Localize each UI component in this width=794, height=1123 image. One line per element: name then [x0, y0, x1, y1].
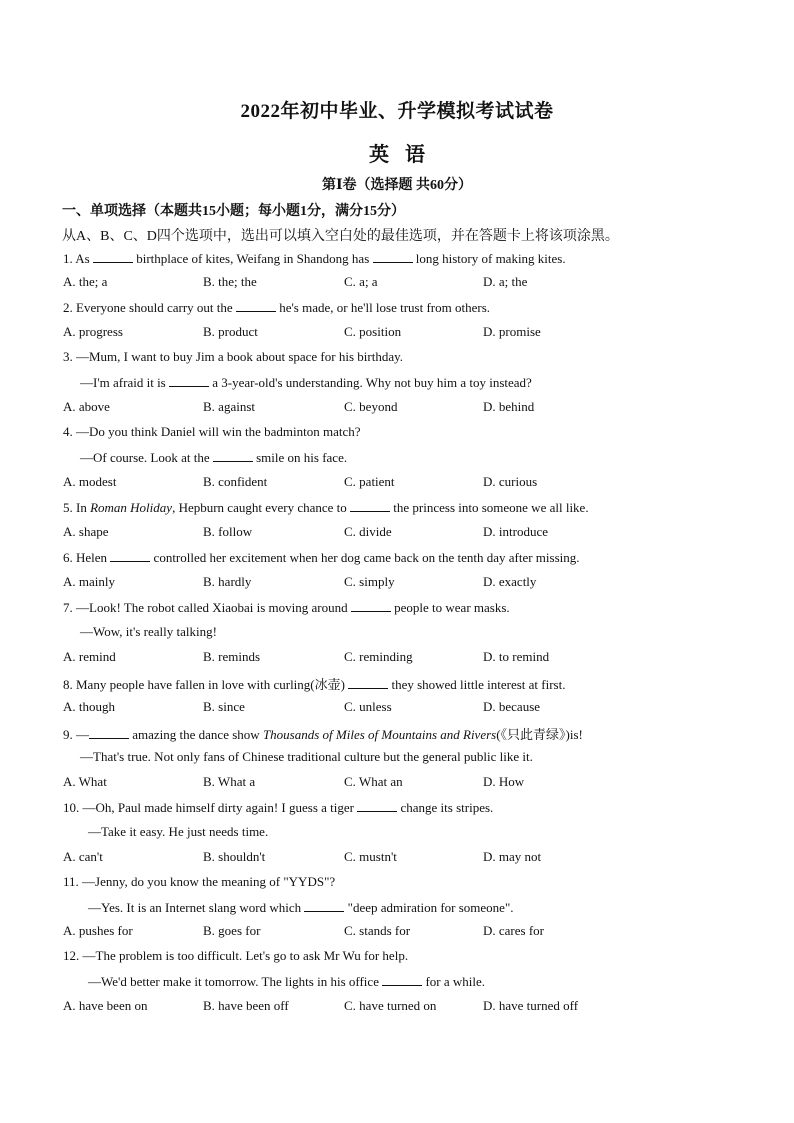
option-b: B. since [203, 699, 245, 714]
answer-blank [93, 250, 133, 263]
question-3-stem: 3. —Mum, I want to buy Jim a book about space for his birthday. [63, 349, 403, 364]
option-c: C. stands for [344, 923, 411, 938]
option-d: D. because [483, 699, 541, 714]
question-5-options [63, 524, 743, 542]
question-7-stem: 7. —Look! The robot called Xiaobai is moving around people to wear masks. [63, 600, 510, 615]
question-11-reply: —Yes. It is an Internet slang word which "deep admiration for someone". [88, 900, 514, 915]
subject-title: 英语 [369, 144, 441, 166]
question-2-stem: 2. Everyone should carry out the he's made, or he'll lose trust from others. [63, 300, 491, 315]
question-6-stem: 6. Helen controlled her excitement when her dog came back on the tenth day after missing. [63, 550, 580, 565]
option-b: B. follow [203, 524, 253, 539]
question-4-reply: —Of course. Look at the smile on his face. [80, 450, 348, 465]
answer-blank [357, 799, 397, 812]
question-9-options [63, 774, 743, 792]
option-b: B. have been off [203, 998, 289, 1013]
question-11-options [63, 923, 743, 941]
option-a: A. progress [63, 324, 123, 339]
option-d: D. exactly [483, 574, 537, 589]
question-6-options [63, 574, 743, 592]
option-b: B. product [203, 324, 258, 339]
option-a: A. shape [63, 524, 109, 539]
option-b: B. reminds [203, 649, 261, 664]
part-title: 第Ⅰ卷（选择题 共60分） [321, 178, 473, 193]
option-d: D. may not [483, 849, 542, 864]
question-7-reply: —Wow, it's really talking! [80, 624, 217, 639]
answer-blank [382, 973, 422, 986]
question-8-stem: 8. Many people have fallen in love with curling(冰壶) they showed little interest at first. [63, 677, 566, 692]
option-c: C. position [344, 324, 402, 339]
question-3-reply: —I'm afraid it is a 3-year-old's understanding. Why not buy him a toy instead? [80, 375, 532, 390]
option-c: C. have turned on [344, 998, 437, 1013]
question-12-reply: —We'd better make it tomorrow. The lights in his office for a while. [88, 974, 486, 989]
option-c: C. mustn't [344, 849, 397, 864]
question-4-options [63, 474, 743, 492]
answer-blank [373, 250, 413, 263]
option-a: A. can't [63, 849, 103, 864]
option-a: A. What [63, 774, 107, 789]
question-10-stem: 10. —Oh, Paul made himself dirty again! I guess a tiger change its stripes. [63, 800, 494, 815]
option-b: B. against [203, 399, 255, 414]
option-a: A. pushes for [63, 923, 133, 938]
question-11-stem: 11. —Jenny, do you know the meaning of "YYDS"? [63, 874, 336, 889]
option-c: C. simply [344, 574, 395, 589]
option-c: C. What an [344, 774, 403, 789]
exam-title: 2022年初中毕业、升学模拟考试试卷 [240, 101, 554, 122]
option-d: D. have turned off [483, 998, 579, 1013]
option-a: A. above [63, 399, 110, 414]
question-9-reply: —That's true. Not only fans of Chinese traditional culture but the general public like it. [80, 749, 533, 764]
question-7-options [63, 649, 743, 667]
question-2-options [63, 324, 743, 342]
answer-blank [110, 549, 150, 562]
question-10-reply: —Take it easy. He just needs time. [88, 824, 269, 839]
option-b: B. goes for [203, 923, 261, 938]
option-d: D. behind [483, 399, 535, 414]
option-d: D. a; the [483, 274, 528, 289]
answer-blank [304, 899, 344, 912]
option-d: D. curious [483, 474, 538, 489]
option-a: A. though [63, 699, 115, 714]
answer-blank [169, 374, 209, 387]
option-a: A. modest [63, 474, 117, 489]
answer-blank [348, 676, 388, 689]
question-1-stem: 1. As birthplace of kites, Weifang in Shandong has long history of making kites. [63, 251, 566, 266]
option-d: D. introduce [483, 524, 548, 539]
option-c: C. a; a [344, 274, 378, 289]
option-a: A. remind [63, 649, 116, 664]
option-a: A. mainly [63, 574, 115, 589]
option-c: C. divide [344, 524, 392, 539]
option-d: D. How [483, 774, 525, 789]
question-8-options [63, 699, 743, 717]
question-9-stem: 9. — amazing the dance show Thousands of Miles of Mountains and Rivers(《只此青绿》)is! [63, 727, 583, 742]
option-b: B. the; the [203, 274, 257, 289]
option-d: D. cares for [483, 923, 544, 938]
option-d: D. to remind [483, 649, 550, 664]
question-1-options [63, 274, 743, 292]
option-c: C. reminding [344, 649, 413, 664]
answer-blank [236, 299, 276, 312]
answer-blank [213, 449, 253, 462]
section-heading: 一、单项选择（本题共15小题；每小题1分，满分15分） [62, 204, 405, 219]
option-b: B. hardly [203, 574, 252, 589]
answer-blank [351, 599, 391, 612]
option-a: A. have been on [63, 998, 148, 1013]
question-12-options [63, 998, 743, 1016]
option-b: B. What a [203, 774, 256, 789]
option-a: A. the; a [63, 274, 108, 289]
option-b: B. shouldn't [203, 849, 266, 864]
option-c: C. beyond [344, 399, 398, 414]
option-c: C. patient [344, 474, 395, 489]
section-instruction: 从A、B、C、D四个选项中，选出可以填入空白处的最佳选项，并在答题卡上将该项涂黑。 [62, 229, 619, 244]
question-5-stem: 5. In Roman Holiday, Hepburn caught every chance to the princess into someone we all like. [63, 500, 589, 515]
answer-blank [89, 726, 129, 739]
option-c: C. unless [344, 699, 392, 714]
option-d: D. promise [483, 324, 541, 339]
question-3-options [63, 399, 743, 417]
option-b: B. confident [203, 474, 268, 489]
question-12-stem: 12. —The problem is too difficult. Let's go to ask Mr Wu for help. [63, 948, 409, 963]
question-10-options [63, 849, 743, 867]
answer-blank [350, 499, 390, 512]
question-4-stem: 4. —Do you think Daniel will win the badminton match? [63, 424, 361, 439]
